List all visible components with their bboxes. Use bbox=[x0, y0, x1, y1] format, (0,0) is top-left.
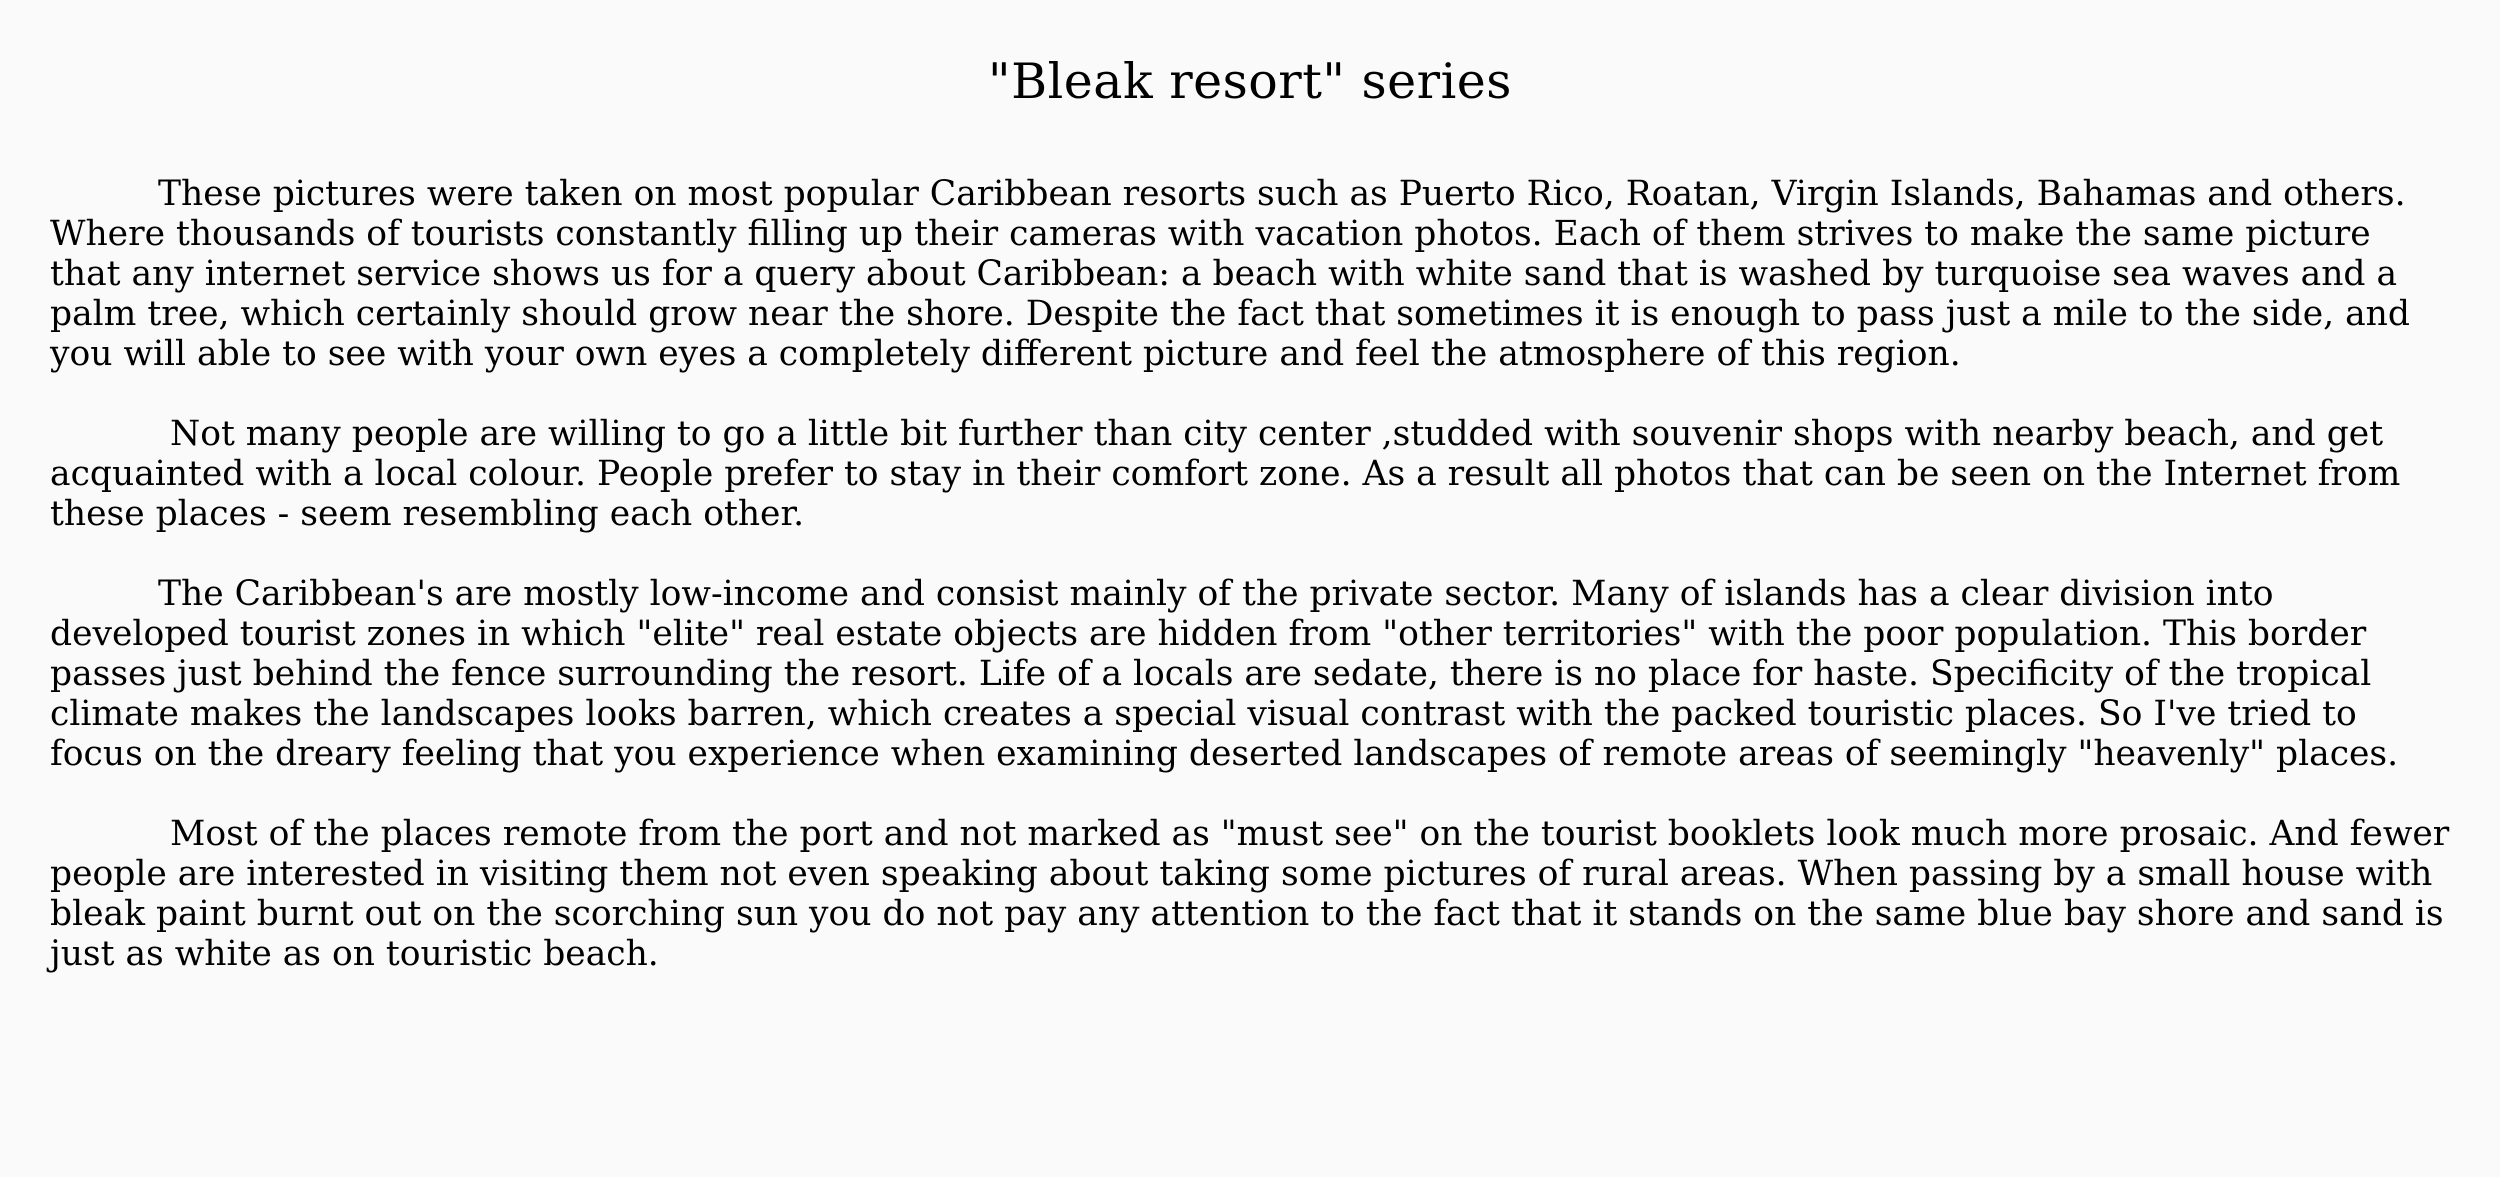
paragraph-3: The Caribbean's are mostly low-income and consist mainly of the private sector. Many of islands has a clear division into developed tourist zones in which "elite" real estate objects are hidden from "other territories" with the poor population. This border passes just behind the fence surrounding the resort. Life of a locals are sedate, there is no place for haste. Specificity of the tropical climate makes the landscapes looks barren, which creates a special visual contrast with the packed touristic places. So I've tried to focus on the dreary feeling that you experience when examining deserted landscapes of remote areas of seemingly "heavenly" places. bbox=[50, 574, 2399, 774]
paragraph-1: These pictures were taken on most popular Caribbean resorts such as Puerto Rico, Roatan, Virgin Islands, Bahamas and others. Where thousands of tourists constantly filling up their cameras with vacation photos. Each of them strives to make the same picture that any internet service shows us for a query about Caribbean: a beach with white sand that is washed by turquoise sea waves and a palm tree, which certainly should grow near the shore. Despite the fact that sometimes it is enough to pass just a mile to the side, and you will able to see with your own eyes a completely different picture and feel the atmosphere of this region. bbox=[50, 174, 2410, 374]
paragraph-4: Most of the places remote from the port and not marked as "must see" on the tourist booklets look much more prosaic. And fewer people are interested in visiting them not even speaking about taking some pictures of rural areas. When passing by a small house with bleak paint burnt out on the scorching sun you do not pay any attention to the fact that it stands on the same blue bay shore and sand is just as white as on touristic beach. bbox=[50, 814, 2450, 974]
page-title: "Bleak resort" series bbox=[988, 53, 1512, 110]
paragraph-2: Not many people are willing to go a little bit further than city center ,studded with souvenir shops with nearby beach, and get acquainted with a local colour. People prefer to stay in their comfort zone. As a result all photos that can be seen on the Internet from these places - seem resembling each other. bbox=[50, 414, 2401, 534]
document-body bbox=[50, 174, 2450, 974]
